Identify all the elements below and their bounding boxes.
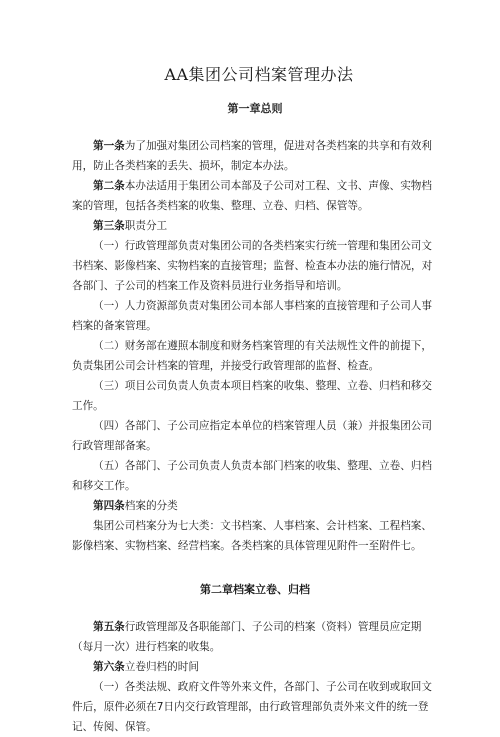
- article-text: 本办法适用于集团公司本部及子公司对工程、文书、声像、实物档案的管理，包括各类档案的收集、整理、立卷、归档、保管等。: [72, 180, 432, 212]
- article-text: 行政管理部及各职能部门、子公司的档案（资料）管理员应定期（每月一次）进行档案的收集。: [72, 621, 422, 653]
- article-number: 第四条: [93, 500, 125, 512]
- article-4-body: 集团公司档案分为七大类：文书档案、人事档案、会计档案、工程档案、影像档案、实物档案、经营档案。各类档案的具体管理见附件一至附件七。: [72, 520, 432, 552]
- article-3-item: （五）各部门、子公司负责人负责本部门档案的收集、整理、立卷、归档和移交工作。: [72, 460, 432, 492]
- article-2: [72, 176, 438, 216]
- article-3-item: （二）财务部在遵照本制度和财务档案管理的有关法规性文件的前提下，负责集团公司会计档案的管理，并接受行政管理部的监督、检查。: [72, 340, 432, 372]
- article-text: 职责分工: [124, 220, 168, 232]
- document-title: AA集团公司档案管理办法: [164, 65, 354, 84]
- article-number: 第六条: [93, 661, 125, 673]
- article-3: [72, 216, 438, 236]
- article-text: 档案的分类: [124, 500, 178, 512]
- article-number: 第一条: [93, 140, 125, 152]
- article-number: 第三条: [93, 220, 125, 232]
- chapter-heading: 第二章档案立卷、归档: [200, 583, 310, 596]
- article-3-item: （一）人力资源部负责对集团公司本部人事档案的直接管理和子公司人事档案的备案管理。: [72, 300, 432, 332]
- article-3-item: （一）行政管理部负责对集团公司的各类档案实行统一管理和集团公司文书档案、影像档案、实物档案的直接管理；监督、检查本办法的施行情况，对各部门、子公司的档案工作及资料员进行业务指导和培训。: [72, 240, 433, 292]
- article-number: 第五条: [93, 621, 125, 633]
- article-text: 为了加强对集团公司档案的管理，促进对各类档案的共享和有效利用，防止各类档案的丢失、损坏，制定本办法。: [72, 140, 432, 172]
- article-4: [72, 496, 438, 516]
- chapter-heading: 第一章总则: [227, 102, 283, 115]
- article-3-item: （三）项目公司负责人负责本项目档案的收集、整理、立卷、归档和移交工作。: [72, 380, 432, 412]
- article-1: [72, 136, 438, 176]
- article-6-item: （一）各类法规、政府文件等外来文件，各部门、子公司在收到或取回文件后，原件必须在7日内交行政管理部，由行政管理部负责外来文件的统一登记、传阅、保管。: [72, 681, 432, 733]
- article-5: [72, 617, 438, 657]
- article-6: [72, 657, 438, 677]
- article-text: 立卷归档的时间: [124, 661, 199, 673]
- article-number: 第二条: [93, 180, 125, 192]
- article-3-item: （四）各部门、子公司应指定本单位的档案管理人员（兼）并报集团公司行政管理部备案。: [72, 420, 432, 452]
